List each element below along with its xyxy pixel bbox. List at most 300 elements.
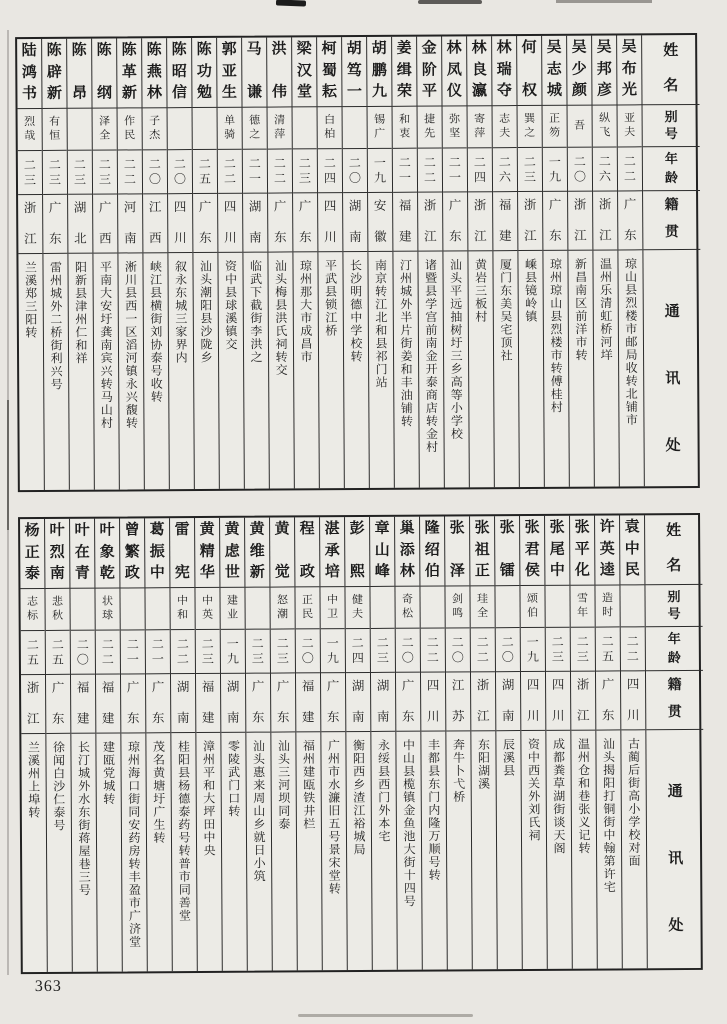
- person-column: [267, 37, 295, 488]
- person-alias: 状 球: [95, 588, 119, 630]
- person-alias: 德 之: [243, 108, 267, 150]
- person-alias: [620, 585, 644, 627]
- header-native: 籍 贯: [643, 191, 700, 250]
- person-age: 一 九: [368, 149, 392, 193]
- person-column: [592, 35, 620, 486]
- person-age: 二 三: [546, 628, 570, 672]
- address-text: 零陵武门口转: [226, 739, 241, 818]
- person-age: 二 一: [121, 630, 145, 674]
- person-address: [521, 731, 546, 969]
- person-address: [446, 731, 471, 969]
- person-age: 二 三: [518, 148, 542, 192]
- person-column: [245, 518, 273, 971]
- address-text: 建瓯党城转: [101, 740, 116, 806]
- person-native: 广 东: [46, 675, 70, 734]
- person-alias: 怒 潮: [270, 587, 294, 629]
- person-age: 二 三: [371, 629, 395, 673]
- person-native: 江 苏: [446, 672, 470, 731]
- person-age: 二 〇: [396, 629, 420, 673]
- header-name: 姓 名: [642, 35, 699, 105]
- person-column: [117, 38, 145, 489]
- person-age: 二 三: [271, 629, 295, 673]
- person-column: [495, 516, 523, 969]
- person-column: [70, 519, 98, 972]
- person-column: [392, 37, 420, 488]
- person-alias: 正 笏: [543, 106, 567, 148]
- person-alias: 捷 先: [418, 107, 442, 149]
- address-text: 资中西关外刘氏祠: [526, 737, 542, 843]
- person-name: 胡 鹏 九: [367, 37, 391, 107]
- person-native: 广 东: [271, 673, 295, 732]
- person-address: [171, 733, 196, 971]
- person-address: [71, 734, 96, 972]
- person-column: [570, 516, 598, 969]
- person-name: 林 良 瀛: [467, 36, 491, 106]
- person-age: 二 五: [46, 631, 70, 675]
- address-text: 东阳湖溪: [476, 738, 491, 791]
- address-text: 兰溪州上埠转: [26, 740, 41, 820]
- person-age: 二 四: [346, 629, 370, 673]
- person-age: 二 二: [218, 150, 242, 194]
- header-native: 籍 贯: [646, 671, 703, 730]
- person-age: 二 一: [393, 149, 417, 193]
- person-column: [470, 516, 498, 969]
- address-text: 温州仓和巷张义记转: [576, 737, 592, 855]
- person-column: [370, 517, 398, 970]
- address-text: 长沙明德中学校转: [348, 259, 364, 364]
- address-text: 汕头揭阳打铜街中翰第许宅: [601, 737, 617, 894]
- address-text: 新昌南区前洋市转: [573, 257, 589, 362]
- address-text: 奔牛卜弋桥: [451, 738, 466, 804]
- person-name: 章 山 峰: [370, 517, 394, 587]
- address-text: 桂阳县杨德泰药号转普市同善堂: [176, 740, 192, 923]
- person-alias: [245, 588, 269, 630]
- person-age: 二 三: [196, 630, 220, 674]
- person-address: [246, 733, 271, 971]
- address-text: 平南大安圩龚南宾兴转马山村: [98, 260, 114, 430]
- person-age: 一 九: [543, 148, 567, 192]
- address-text: 厦门东美吴宅顶社: [498, 258, 514, 363]
- header-column: [642, 35, 702, 486]
- person-alias: 作 民: [118, 108, 142, 150]
- header-alias: 别 号: [643, 105, 700, 147]
- person-address: [393, 252, 418, 488]
- person-age: 二 三: [68, 151, 92, 195]
- person-alias: [120, 588, 144, 630]
- person-address: [368, 252, 393, 488]
- person-native: 四 川: [318, 193, 342, 252]
- person-address: [243, 253, 268, 489]
- person-column: [467, 36, 495, 487]
- person-native: 福 建: [96, 674, 120, 733]
- person-alias: 白 柏: [318, 107, 342, 149]
- person-age: 二 五: [21, 631, 45, 675]
- person-name: 林 凤 仪: [442, 36, 466, 106]
- person-alias: 寄 萍: [468, 106, 492, 148]
- person-age: 二 五: [596, 627, 620, 671]
- person-column: [342, 37, 370, 488]
- person-address: [471, 731, 496, 969]
- address-text: 嵊县镜岭镇: [523, 257, 538, 324]
- person-alias: 志 标: [20, 589, 44, 631]
- person-name: 胡 笃 一: [342, 37, 366, 107]
- address-text: 资中县球溪镇交: [223, 259, 239, 351]
- person-age: 二 五: [193, 150, 217, 194]
- person-age: 二 三: [93, 151, 117, 195]
- header-name: 姓 名: [645, 515, 702, 585]
- person-column: [367, 37, 395, 488]
- person-native: 四 川: [421, 673, 445, 732]
- person-name: 张 平 化: [570, 516, 594, 586]
- person-address: [196, 733, 221, 971]
- address-text: 广州市水濂旧五号景宋堂转: [326, 739, 342, 896]
- person-age: 二 〇: [343, 149, 367, 193]
- person-address: [271, 732, 296, 970]
- address-text: 古蔺后街高小学校对面: [626, 737, 642, 868]
- person-column: [95, 518, 123, 971]
- person-column: [17, 39, 45, 490]
- person-age: 二 〇: [168, 150, 192, 194]
- person-age: 二 一: [146, 630, 170, 674]
- person-alias: 志 夫: [493, 106, 517, 148]
- header-address: 通 讯 处: [667, 784, 684, 935]
- person-name: 郭 亚 生: [217, 38, 241, 108]
- person-name: 金 阶 平: [417, 37, 441, 107]
- address-text: 诸暨县学宫前南金开泰商店转金村: [423, 258, 439, 454]
- person-name: 叶 象 乾: [95, 518, 119, 588]
- address-text: 温州乐清虹桥河垟: [598, 257, 614, 362]
- person-address: [321, 732, 346, 970]
- person-column: [170, 518, 198, 971]
- directory-table-1: [15, 33, 700, 492]
- person-column: [242, 38, 270, 489]
- person-address: [596, 730, 621, 968]
- person-column: [292, 37, 320, 488]
- person-alias: 有 恒: [43, 109, 67, 151]
- person-address: [68, 254, 93, 490]
- person-column: [220, 518, 248, 971]
- person-age: 二 二: [418, 149, 442, 193]
- person-address: [568, 251, 593, 487]
- person-alias: 烈 哉: [18, 109, 42, 151]
- person-age: 二 〇: [296, 629, 320, 673]
- person-name: 张 镭: [495, 516, 519, 586]
- person-name: 叶 烈 南: [45, 519, 69, 589]
- person-alias: 悲 秋: [45, 589, 69, 631]
- person-column: [417, 37, 445, 488]
- person-alias: [370, 587, 394, 629]
- address-text: 汕头三河坝同泰: [276, 739, 291, 831]
- person-alias: [495, 586, 519, 628]
- person-age: 一 九: [521, 628, 545, 672]
- person-native: 浙 江: [571, 672, 595, 731]
- header-alias: 别 号: [645, 585, 702, 627]
- person-column: [492, 36, 520, 487]
- person-native: 广 东: [443, 192, 467, 251]
- person-column: [45, 519, 73, 972]
- person-native: 广 东: [146, 674, 170, 733]
- address-text: 徐闻白沙仁泰号: [51, 740, 66, 832]
- person-column: [270, 517, 298, 970]
- person-native: 广 东: [293, 193, 317, 252]
- person-address: [293, 252, 318, 488]
- person-address: [618, 250, 643, 486]
- person-age: 二 六: [593, 147, 617, 191]
- person-native: 福 建: [71, 675, 95, 734]
- person-name: 叶 在 青: [70, 519, 94, 589]
- person-column: [192, 38, 220, 489]
- person-name: 黄 维 新: [245, 518, 269, 588]
- person-column: [395, 517, 423, 970]
- person-name: 葛 振 中: [145, 518, 169, 588]
- person-address: [496, 731, 521, 969]
- person-native: 浙 江: [593, 191, 617, 250]
- person-column: [142, 38, 170, 489]
- person-native: 福 建: [393, 193, 417, 252]
- person-alias: 健 夫: [345, 587, 369, 629]
- person-address: [346, 732, 371, 970]
- person-alias: [343, 107, 367, 149]
- person-native: 四 川: [168, 194, 192, 253]
- person-alias: [70, 589, 94, 631]
- person-name: 黄 虑 世: [220, 518, 244, 588]
- person-address: [168, 253, 193, 489]
- person-name: 曾 繁 政: [120, 518, 144, 588]
- person-address: [318, 252, 343, 488]
- person-name: 张 泽: [445, 516, 469, 586]
- person-address: [543, 251, 568, 487]
- address-text: 汕头梅县洪氏祠转交: [273, 259, 289, 377]
- person-column: [420, 517, 448, 970]
- person-alias: 和 衷: [393, 107, 417, 149]
- person-name: 巢 添 林: [395, 517, 419, 587]
- person-column: [517, 36, 545, 487]
- person-name: 雷 宪: [170, 518, 194, 588]
- header-address: 通 讯 处: [664, 304, 681, 455]
- person-address: [443, 251, 468, 487]
- person-name: 袁 中 民: [620, 515, 644, 585]
- person-native: 四 川: [546, 672, 570, 731]
- person-age: 二 二: [471, 628, 495, 672]
- address-text: 辰溪县: [501, 738, 516, 778]
- person-age: 一 九: [321, 629, 345, 673]
- address-text: 福州建瓯铁井栏: [301, 739, 316, 831]
- person-age: 二 〇: [496, 628, 520, 672]
- person-alias: [293, 107, 317, 149]
- person-age: 二 〇: [568, 148, 592, 192]
- person-column: [145, 518, 173, 971]
- person-address: [343, 252, 368, 488]
- directory-table-2: [18, 513, 703, 974]
- person-native: 浙 江: [518, 192, 542, 251]
- person-native: 广 东: [43, 195, 67, 254]
- person-native: 福 建: [493, 192, 517, 251]
- person-alias: 巽 之: [518, 106, 542, 148]
- person-name: 吴 志 城: [542, 36, 566, 106]
- person-column: [620, 515, 648, 968]
- person-name: 黄 觉: [270, 517, 294, 587]
- person-name: 吴 少 颜: [567, 36, 591, 106]
- person-alias: [545, 586, 569, 628]
- address-text: 长汀城外水东街蒋屋巷三号: [76, 740, 92, 897]
- person-native: 福 建: [296, 673, 320, 732]
- person-native: 湖 南: [243, 194, 267, 253]
- person-name: 陈 辟 新: [42, 39, 66, 109]
- person-name: 许 英 逵: [595, 515, 619, 585]
- person-native: 广 东: [596, 671, 620, 730]
- person-column: [295, 517, 323, 970]
- person-native: 福 建: [196, 674, 220, 733]
- person-address: [296, 732, 321, 970]
- person-name: 张 君 侯: [520, 516, 544, 586]
- person-age: 二 〇: [446, 628, 470, 672]
- person-address: [493, 251, 518, 487]
- person-alias: [193, 108, 217, 150]
- person-alias: [68, 109, 92, 151]
- person-native: 河 南: [118, 194, 142, 253]
- person-native: 广 东: [618, 191, 642, 250]
- person-name: 何 权: [517, 36, 541, 106]
- person-native: 浙 江: [568, 192, 592, 251]
- person-column: [217, 38, 245, 489]
- person-alias: 建 业: [220, 588, 244, 630]
- address-text: 衡阳西乡渣江裕城局: [351, 738, 367, 857]
- person-age: 二 三: [246, 630, 270, 674]
- address-text: 南京转江北和县祁门站: [373, 258, 389, 389]
- person-age: 二 三: [18, 151, 42, 195]
- person-alias: 奇 松: [395, 587, 419, 629]
- person-address: [121, 733, 146, 971]
- person-age: 二 二: [171, 630, 195, 674]
- person-address: [546, 731, 571, 969]
- person-native: 四 川: [218, 194, 242, 253]
- person-age: 二 二: [421, 629, 445, 673]
- address-text: 峡江县横街刘协泰号收转: [148, 260, 164, 404]
- person-alias: [168, 108, 192, 150]
- person-name: 吴 邦 彦: [592, 35, 616, 105]
- person-address: [18, 254, 43, 490]
- person-address: [96, 733, 121, 971]
- person-name: 陈 燕 林: [142, 38, 166, 108]
- address-text: 茂名黄塘圩广生转: [151, 740, 167, 845]
- person-age: 二 四: [468, 148, 492, 192]
- address-text: 黄岩三板村: [473, 258, 488, 324]
- address-text: 叙永东城三家界内: [173, 260, 189, 365]
- person-native: 湖 北: [68, 195, 92, 254]
- person-native: 广 东: [321, 673, 345, 732]
- person-name: 湛 承 培: [320, 517, 344, 587]
- person-address: [518, 251, 543, 487]
- person-column: [320, 517, 348, 970]
- person-alias: 中 卫: [320, 587, 344, 629]
- header-age: 年 龄: [646, 627, 703, 671]
- address-text: 琼州那大市成昌市: [298, 259, 314, 364]
- person-column: [445, 516, 473, 969]
- person-age: 一 九: [221, 630, 245, 674]
- person-age: 二 一: [243, 150, 267, 194]
- person-age: 二 〇: [143, 150, 167, 194]
- person-column: [92, 38, 120, 489]
- person-column: [442, 36, 470, 487]
- person-column: [120, 518, 148, 971]
- person-native: 广 东: [246, 674, 270, 733]
- person-alias: 中 和: [170, 588, 194, 630]
- person-name: 张 尾 中: [545, 516, 569, 586]
- person-address: [46, 734, 71, 972]
- address-text: 成都粪草湖街谈天阁: [551, 737, 567, 855]
- person-column: [195, 518, 223, 971]
- person-native: 浙 江: [471, 672, 495, 731]
- person-address: [43, 254, 68, 490]
- person-column: [545, 516, 573, 969]
- person-address: [571, 731, 596, 969]
- person-name: 隆 绍 伯: [420, 517, 444, 587]
- person-name: 陆 鸿 书: [17, 39, 41, 109]
- person-alias: 泽 全: [93, 109, 117, 151]
- person-age: 二 六: [493, 148, 517, 192]
- person-address: [396, 732, 421, 970]
- person-name: 马 谦: [242, 38, 266, 108]
- person-alias: 子 杰: [143, 108, 167, 150]
- person-alias: 锡 广: [368, 107, 392, 149]
- person-alias: 正 民: [295, 587, 319, 629]
- person-alias: 珪 全: [470, 586, 494, 628]
- person-native: 四 川: [621, 671, 645, 730]
- person-alias: 吾: [568, 106, 592, 148]
- address-text: 琼州琼山县烈楼市转傅桂村: [548, 257, 564, 414]
- address-text: 汀州城外半片街姜和丰油铺转: [398, 258, 414, 428]
- address-text: 汕头惠来周山乡就日小筑: [251, 739, 267, 883]
- person-address: [421, 732, 446, 970]
- header-age: 年 龄: [643, 147, 700, 191]
- person-native: 湖 南: [221, 674, 245, 733]
- person-address: [143, 253, 168, 489]
- address-text: 阳新县津州仁和祥: [73, 260, 89, 365]
- person-name: 张 祖 正: [470, 516, 494, 586]
- person-name: 梁 汉 堂: [292, 37, 316, 107]
- person-age: 二 〇: [71, 631, 95, 675]
- person-address: [621, 730, 646, 968]
- person-address: [146, 733, 171, 971]
- person-address: [93, 253, 118, 489]
- person-native: 广 东: [121, 674, 145, 733]
- person-alias: 清 萍: [268, 107, 292, 149]
- person-alias: 纵 飞: [593, 105, 617, 147]
- person-native: 浙 江: [468, 192, 492, 251]
- person-native: 湖 南: [343, 193, 367, 252]
- person-column: [167, 38, 195, 489]
- person-age: 二 一: [443, 148, 467, 192]
- person-age: 二 二: [268, 149, 292, 193]
- person-alias: 单 骑: [218, 108, 242, 150]
- header-column: [645, 515, 705, 968]
- person-native: 浙 江: [418, 193, 442, 252]
- person-native: 江 西: [143, 194, 167, 253]
- person-age: 二 二: [618, 147, 642, 191]
- person-age: 二 二: [118, 150, 142, 194]
- person-address: [468, 251, 493, 487]
- address-text: 中山县榄镇金鱼池大街十四号: [401, 738, 417, 908]
- person-age: 二 三: [43, 151, 67, 195]
- person-address: [268, 252, 293, 488]
- person-address: [418, 252, 443, 488]
- person-age: 二 四: [318, 149, 342, 193]
- person-alias: [145, 588, 169, 630]
- person-column: [67, 39, 95, 490]
- person-native: 湖 南: [496, 672, 520, 731]
- address-text: 临武下截街李洪之: [248, 259, 264, 364]
- person-address: [371, 732, 396, 970]
